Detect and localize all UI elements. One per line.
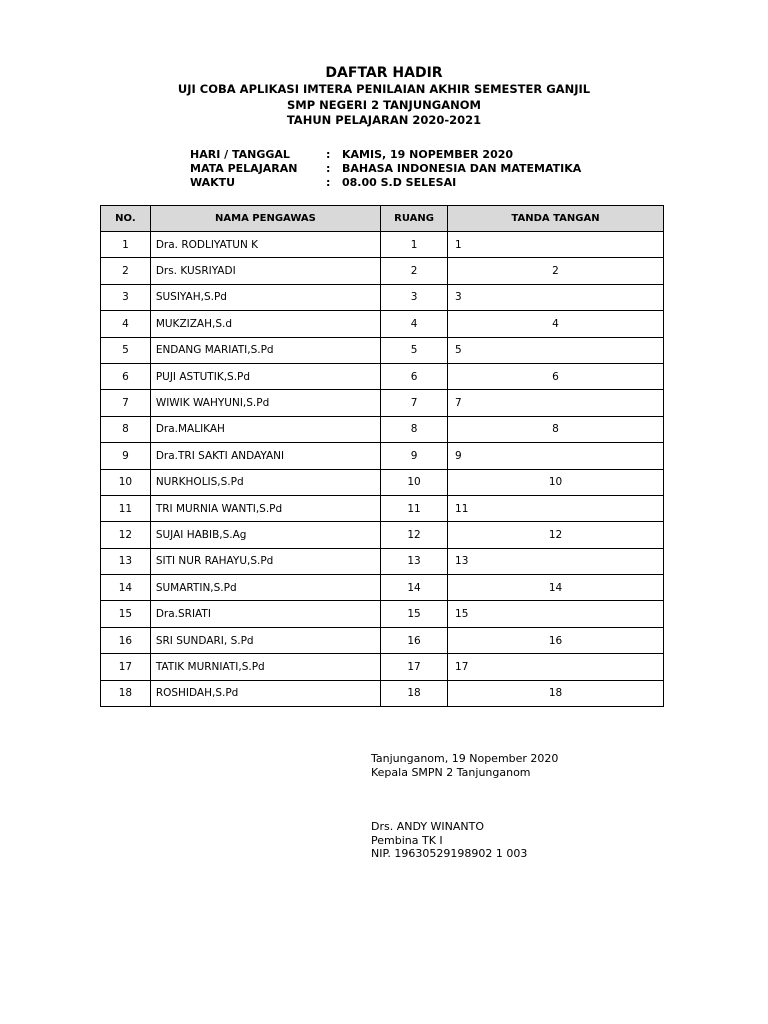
document-title: DAFTAR HADIR <box>325 65 443 81</box>
cell-room: 12 <box>381 522 448 548</box>
cell-signature: 13 <box>448 548 664 574</box>
cell-room: 2 <box>381 258 448 284</box>
cell-no: 4 <box>101 311 151 337</box>
cell-no: 16 <box>101 627 151 653</box>
cell-no: 14 <box>101 575 151 601</box>
table-body <box>101 232 664 707</box>
signer-name: Drs. ANDY WINANTO <box>371 820 485 833</box>
cell-signature: 5 <box>448 337 664 363</box>
school-name: SMP NEGERI 2 TANJUNGANOM <box>287 97 481 112</box>
cell-signature: 2 <box>448 258 664 284</box>
meta-label: HARI / TANGGAL <box>190 148 290 161</box>
table-row <box>101 522 664 548</box>
signature-block-signer <box>371 820 527 861</box>
cell-name: Drs. KUSRIYADI <box>150 258 380 284</box>
signer-position: Kepala SMPN 2 Tanjunganom <box>371 765 531 779</box>
meta-separator: : <box>326 176 331 189</box>
cell-name: ROSHIDAH,S.Pd <box>150 680 380 706</box>
cell-room: 4 <box>381 311 448 337</box>
meta-label: MATA PELAJARAN <box>190 162 298 175</box>
cell-no: 1 <box>101 232 151 258</box>
cell-room: 17 <box>381 654 448 680</box>
table-row <box>101 627 664 653</box>
cell-no: 11 <box>101 495 151 521</box>
cell-room: 14 <box>381 575 448 601</box>
table-header-row <box>101 206 664 232</box>
cell-signature: 16 <box>448 627 664 653</box>
cell-room: 1 <box>381 232 448 258</box>
cell-no: 3 <box>101 284 151 310</box>
table-row <box>101 654 664 680</box>
cell-room: 3 <box>381 284 448 310</box>
table-row <box>101 548 664 574</box>
cell-no: 12 <box>101 522 151 548</box>
cell-name: Dra.MALIKAH <box>150 416 380 442</box>
cell-room: 8 <box>381 416 448 442</box>
table-row <box>101 469 664 495</box>
meta-value: KAMIS, 19 NOPEMBER 2020 <box>342 148 514 161</box>
academic-year: TAHUN PELAJARAN 2020-2021 <box>286 113 482 127</box>
cell-name: SITI NUR RAHAYU,S.Pd <box>150 548 380 574</box>
exam-info <box>190 148 581 190</box>
cell-name: NURKHOLIS,S.Pd <box>150 469 380 495</box>
table-row <box>101 337 664 363</box>
cell-room: 15 <box>381 601 448 627</box>
cell-no: 17 <box>101 654 151 680</box>
cell-name: PUJI ASTUTIK,S.Pd <box>150 363 380 389</box>
signature-block-header <box>371 752 558 779</box>
meta-value: BAHASA INDONESIA DAN MATEMATIKA <box>342 162 582 175</box>
cell-signature: 11 <box>448 495 664 521</box>
attendance-table <box>100 205 664 707</box>
cell-room: 13 <box>381 548 448 574</box>
cell-no: 7 <box>101 390 151 416</box>
cell-name: TRI MURNIA WANTI,S.Pd <box>150 495 380 521</box>
signer-rank: Pembina TK I <box>371 833 443 847</box>
table-row <box>101 284 664 310</box>
cell-no: 8 <box>101 416 151 442</box>
column-header-room: RUANG <box>381 206 448 232</box>
cell-no: 2 <box>101 258 151 284</box>
cell-name: Dra.TRI SAKTI ANDAYANI <box>150 443 380 469</box>
cell-signature: 4 <box>448 311 664 337</box>
cell-room: 18 <box>381 680 448 706</box>
cell-signature: 9 <box>448 443 664 469</box>
column-header-name: NAMA PENGAWAS <box>150 206 380 232</box>
cell-room: 6 <box>381 363 448 389</box>
cell-signature: 14 <box>448 575 664 601</box>
cell-signature: 1 <box>448 232 664 258</box>
meta-separator: : <box>326 162 331 175</box>
cell-signature: 7 <box>448 390 664 416</box>
cell-name: Dra. RODLIYATUN K <box>150 232 380 258</box>
cell-name: WIWIK WAHYUNI,S.Pd <box>150 390 380 416</box>
table-row <box>101 495 664 521</box>
cell-name: SUMARTIN,S.Pd <box>150 575 380 601</box>
cell-signature: 6 <box>448 363 664 389</box>
table-row <box>101 680 664 706</box>
cell-signature: 3 <box>448 284 664 310</box>
meta-row-time <box>190 176 581 190</box>
cell-no: 5 <box>101 337 151 363</box>
table-row <box>101 258 664 284</box>
table-row <box>101 601 664 627</box>
column-header-signature: TANDA TANGAN <box>448 206 664 232</box>
cell-name: Dra.SRIATI <box>150 601 380 627</box>
meta-label: WAKTU <box>190 176 236 189</box>
cell-signature: 12 <box>448 522 664 548</box>
cell-room: 5 <box>381 337 448 363</box>
signer-nip: NIP. 19630529198902 1 003 <box>371 847 528 860</box>
cell-name: SUJAI HABIB,S.Ag <box>150 522 380 548</box>
meta-value: 08.00 S.D SELESAI <box>342 176 457 189</box>
table-row <box>101 443 664 469</box>
table-row <box>101 363 664 389</box>
cell-signature: 10 <box>448 469 664 495</box>
cell-signature: 18 <box>448 680 664 706</box>
cell-no: 6 <box>101 363 151 389</box>
place-date: Tanjunganom, 19 Nopember 2020 <box>371 752 559 765</box>
cell-name: MUKZIZAH,S.d <box>150 311 380 337</box>
cell-signature: 17 <box>448 654 664 680</box>
cell-name: ENDANG MARIATI,S.Pd <box>150 337 380 363</box>
cell-room: 9 <box>381 443 448 469</box>
cell-no: 13 <box>101 548 151 574</box>
cell-no: 18 <box>101 680 151 706</box>
cell-room: 10 <box>381 469 448 495</box>
cell-name: SUSIYAH,S.Pd <box>150 284 380 310</box>
cell-signature: 8 <box>448 416 664 442</box>
table-row <box>101 232 664 258</box>
table-row <box>101 311 664 337</box>
cell-room: 7 <box>381 390 448 416</box>
cell-name: SRI SUNDARI, S.Pd <box>150 627 380 653</box>
column-header-no: NO. <box>101 206 151 232</box>
table-row <box>101 575 664 601</box>
cell-room: 16 <box>381 627 448 653</box>
cell-no: 10 <box>101 469 151 495</box>
meta-row-date <box>190 148 581 162</box>
cell-signature: 15 <box>448 601 664 627</box>
cell-room: 11 <box>381 495 448 521</box>
table-row <box>101 390 664 416</box>
meta-row-subject <box>190 162 581 176</box>
cell-name: TATIK MURNIATI,S.Pd <box>150 654 380 680</box>
cell-no: 9 <box>101 443 151 469</box>
table-row <box>101 416 664 442</box>
meta-separator: : <box>326 148 331 161</box>
cell-no: 15 <box>101 601 151 627</box>
event-title: UJI COBA APLIKASI IMTERA PENILAIAN AKHIR SEMESTER GANJIL <box>177 82 591 96</box>
document-header <box>0 64 768 129</box>
